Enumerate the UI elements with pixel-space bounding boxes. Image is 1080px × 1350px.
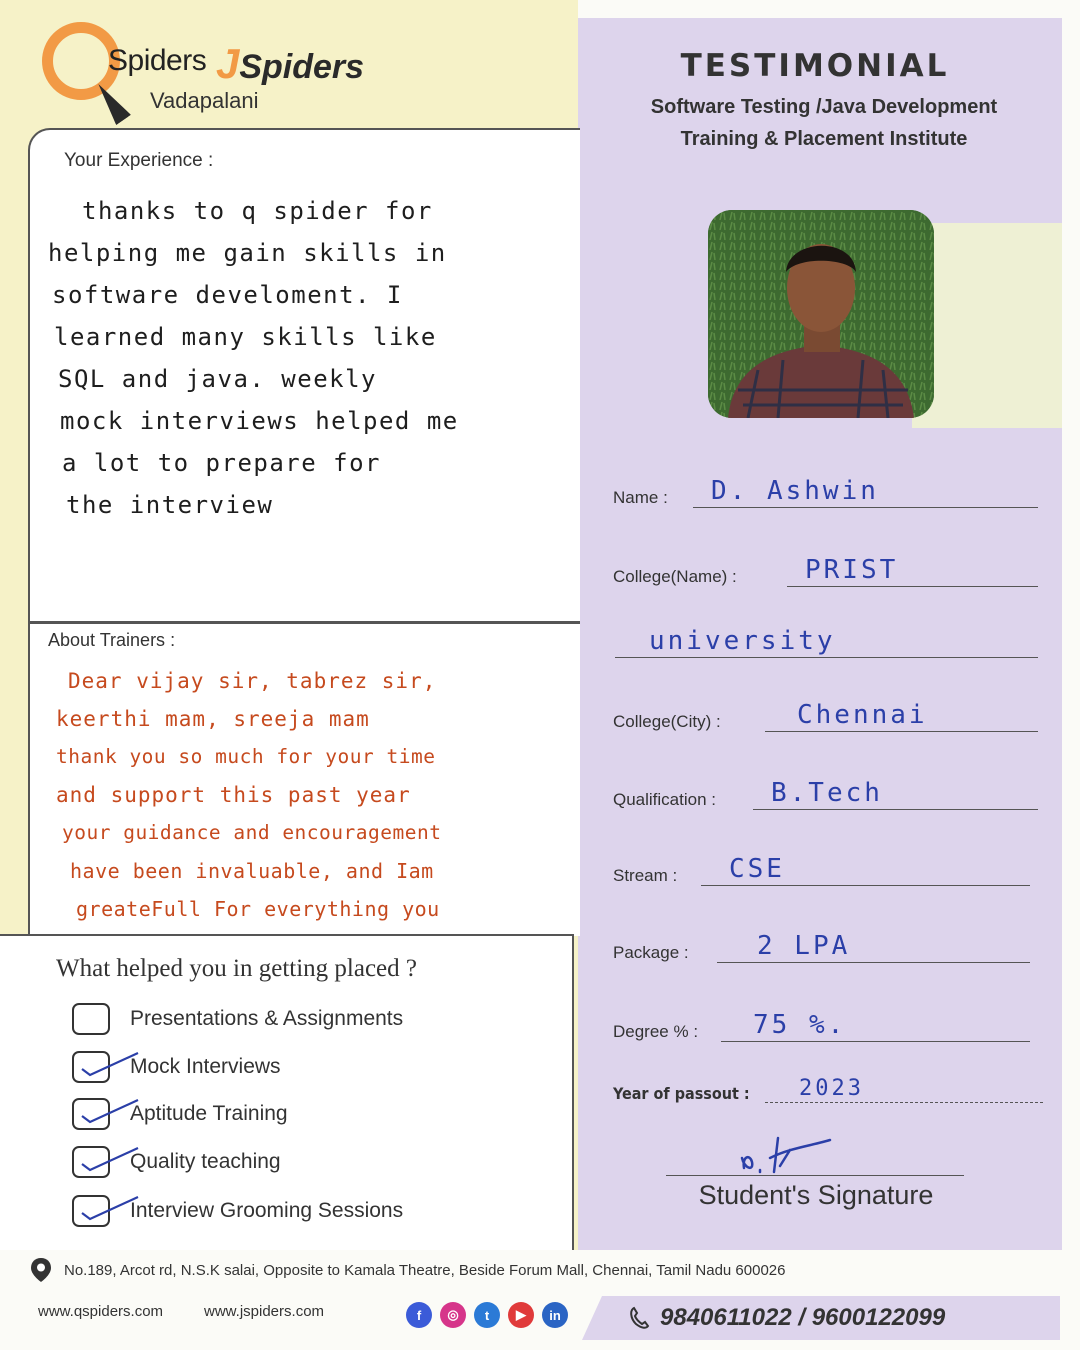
website-qspiders-link[interactable]: www.qspiders.com	[38, 1303, 164, 1320]
footer-address: No.189, Arcot rd, N.S.K salai, Opposite to Kamala Theatre, Beside Forum Mall, Chennai, Tamil Nadu 600026	[64, 1262, 786, 1279]
check-mark-icon	[72, 1039, 142, 1083]
checkbox-checked[interactable]	[72, 1146, 110, 1178]
name-field	[613, 478, 1038, 512]
page-title: TESTIMONIAL	[680, 48, 950, 84]
checkbox-checked[interactable]	[72, 1195, 110, 1227]
college-city-field	[613, 702, 1038, 736]
experience-line: a lot to prepare for	[62, 449, 381, 477]
experience-line: thanks to q spider for	[82, 197, 433, 225]
option-quality-teaching[interactable]	[72, 1145, 281, 1179]
trainer-line: keerthi mam, sreeja mam	[56, 707, 370, 731]
college-city-value: Chennai	[797, 700, 928, 730]
jspiders-brand-text: Spiders	[239, 48, 365, 86]
experience-text	[48, 190, 568, 526]
trainer-line: your guidance and encouragement	[62, 821, 442, 844]
qualification-field	[613, 780, 1038, 814]
signature-line	[666, 1175, 964, 1176]
linkedin-icon[interactable]: in	[542, 1302, 568, 1328]
package-field	[613, 933, 1038, 967]
name-value: D. Ashwin	[711, 476, 879, 506]
checkbox-checked[interactable]	[72, 1098, 110, 1130]
checkbox-checked[interactable]	[72, 1051, 110, 1083]
college-name-field	[613, 557, 1038, 591]
student-signature-mark	[730, 1128, 840, 1178]
trainer-line: Dear vijay sir, tabrez sir,	[68, 669, 437, 693]
option-label: Interview Grooming Sessions	[130, 1199, 404, 1222]
college-name-value: PRIST	[805, 555, 899, 585]
degree-percent-label: Degree % :	[613, 1022, 699, 1041]
option-mock-interviews[interactable]	[72, 1050, 281, 1084]
experience-line: the interview	[66, 491, 274, 519]
stream-field	[613, 856, 1038, 890]
passout-year-underline	[765, 1102, 1043, 1103]
degree-percent-underline	[721, 1041, 1030, 1042]
page-subtitle-2: Training & Placement Institute	[680, 128, 968, 150]
option-label: Aptitude Training	[130, 1102, 288, 1125]
location-pin-icon	[30, 1257, 52, 1283]
degree-percent-value: 75 %.	[753, 1010, 847, 1040]
stream-value: CSE	[729, 854, 785, 884]
check-mark-icon	[72, 1086, 142, 1130]
passout-year-label: Year of passout :	[613, 1084, 750, 1103]
qualification-label: Qualification :	[613, 790, 716, 809]
branch-location: Vadapalani	[150, 88, 259, 113]
jspiders-brand	[216, 40, 364, 88]
checkbox-unchecked[interactable]	[72, 1003, 110, 1035]
institute-logo	[38, 22, 378, 122]
college-city-underline	[765, 731, 1038, 732]
option-label: Quality teaching	[130, 1150, 281, 1173]
option-interview-grooming[interactable]	[72, 1194, 403, 1228]
package-underline	[717, 962, 1030, 963]
option-label: Mock Interviews	[130, 1055, 281, 1078]
experience-line: helping me gain skills in	[48, 239, 447, 267]
college-name-continued-value: university	[649, 626, 836, 656]
social-links	[406, 1302, 568, 1328]
phone-icon	[628, 1306, 650, 1330]
passout-year-value: 2023	[799, 1076, 864, 1101]
package-label: Package :	[613, 943, 689, 962]
qspiders-brand: Spiders	[108, 44, 207, 77]
college-name-continued-field	[613, 628, 1038, 662]
option-label: Presentations & Assignments	[130, 1007, 404, 1030]
contact-phone-numbers: 9840611022 / 9600122099	[660, 1304, 946, 1331]
placement-question: What helped you in getting placed ?	[56, 955, 417, 982]
check-mark-icon	[72, 1134, 142, 1178]
option-presentations[interactable]	[72, 1002, 403, 1036]
trainer-line: have been invaluable, and Iam	[70, 859, 434, 883]
qualification-value: B.Tech	[771, 778, 883, 808]
college-city-label: College(City) :	[613, 712, 721, 731]
facebook-icon[interactable]: f	[406, 1302, 432, 1328]
youtube-icon[interactable]: ▶	[508, 1302, 534, 1328]
passout-year-field	[613, 1073, 1043, 1107]
qualification-underline	[753, 809, 1038, 810]
name-underline	[693, 507, 1038, 508]
stream-underline	[701, 885, 1030, 886]
package-value: 2 LPA	[757, 931, 851, 961]
experience-line: software develoment. I	[52, 281, 403, 309]
twitter-icon[interactable]: t	[474, 1302, 500, 1328]
j-brand-letter: J	[216, 40, 240, 87]
trainer-line: and support this past year	[56, 783, 411, 807]
trainer-line: thank you so much for your time	[56, 745, 436, 768]
trainer-line: greateFull For everything you	[76, 897, 440, 921]
experience-line: learned many skills like	[54, 323, 437, 351]
college-name-label: College(Name) :	[613, 567, 737, 586]
trainers-label: About Trainers :	[48, 630, 176, 650]
option-aptitude-training[interactable]	[72, 1097, 288, 1131]
degree-percent-field	[613, 1012, 1038, 1046]
student-photo	[708, 210, 934, 418]
college-name-underline	[787, 586, 1038, 587]
instagram-icon[interactable]: ◎	[440, 1302, 466, 1328]
check-mark-icon	[72, 1183, 142, 1227]
website-jspiders-link[interactable]: www.jspiders.com	[204, 1303, 325, 1320]
college-name-continued-underline	[615, 657, 1038, 658]
page-subtitle-1: Software Testing /Java Development	[650, 96, 998, 118]
experience-line: mock interviews helped me	[60, 407, 459, 435]
trainers-text	[56, 662, 580, 966]
stream-label: Stream :	[613, 866, 678, 885]
experience-line: SQL and java. weekly	[58, 365, 377, 393]
name-label: Name :	[613, 488, 668, 507]
signature-label: Student's Signature	[698, 1180, 934, 1210]
experience-label: Your Experience :	[64, 150, 214, 171]
